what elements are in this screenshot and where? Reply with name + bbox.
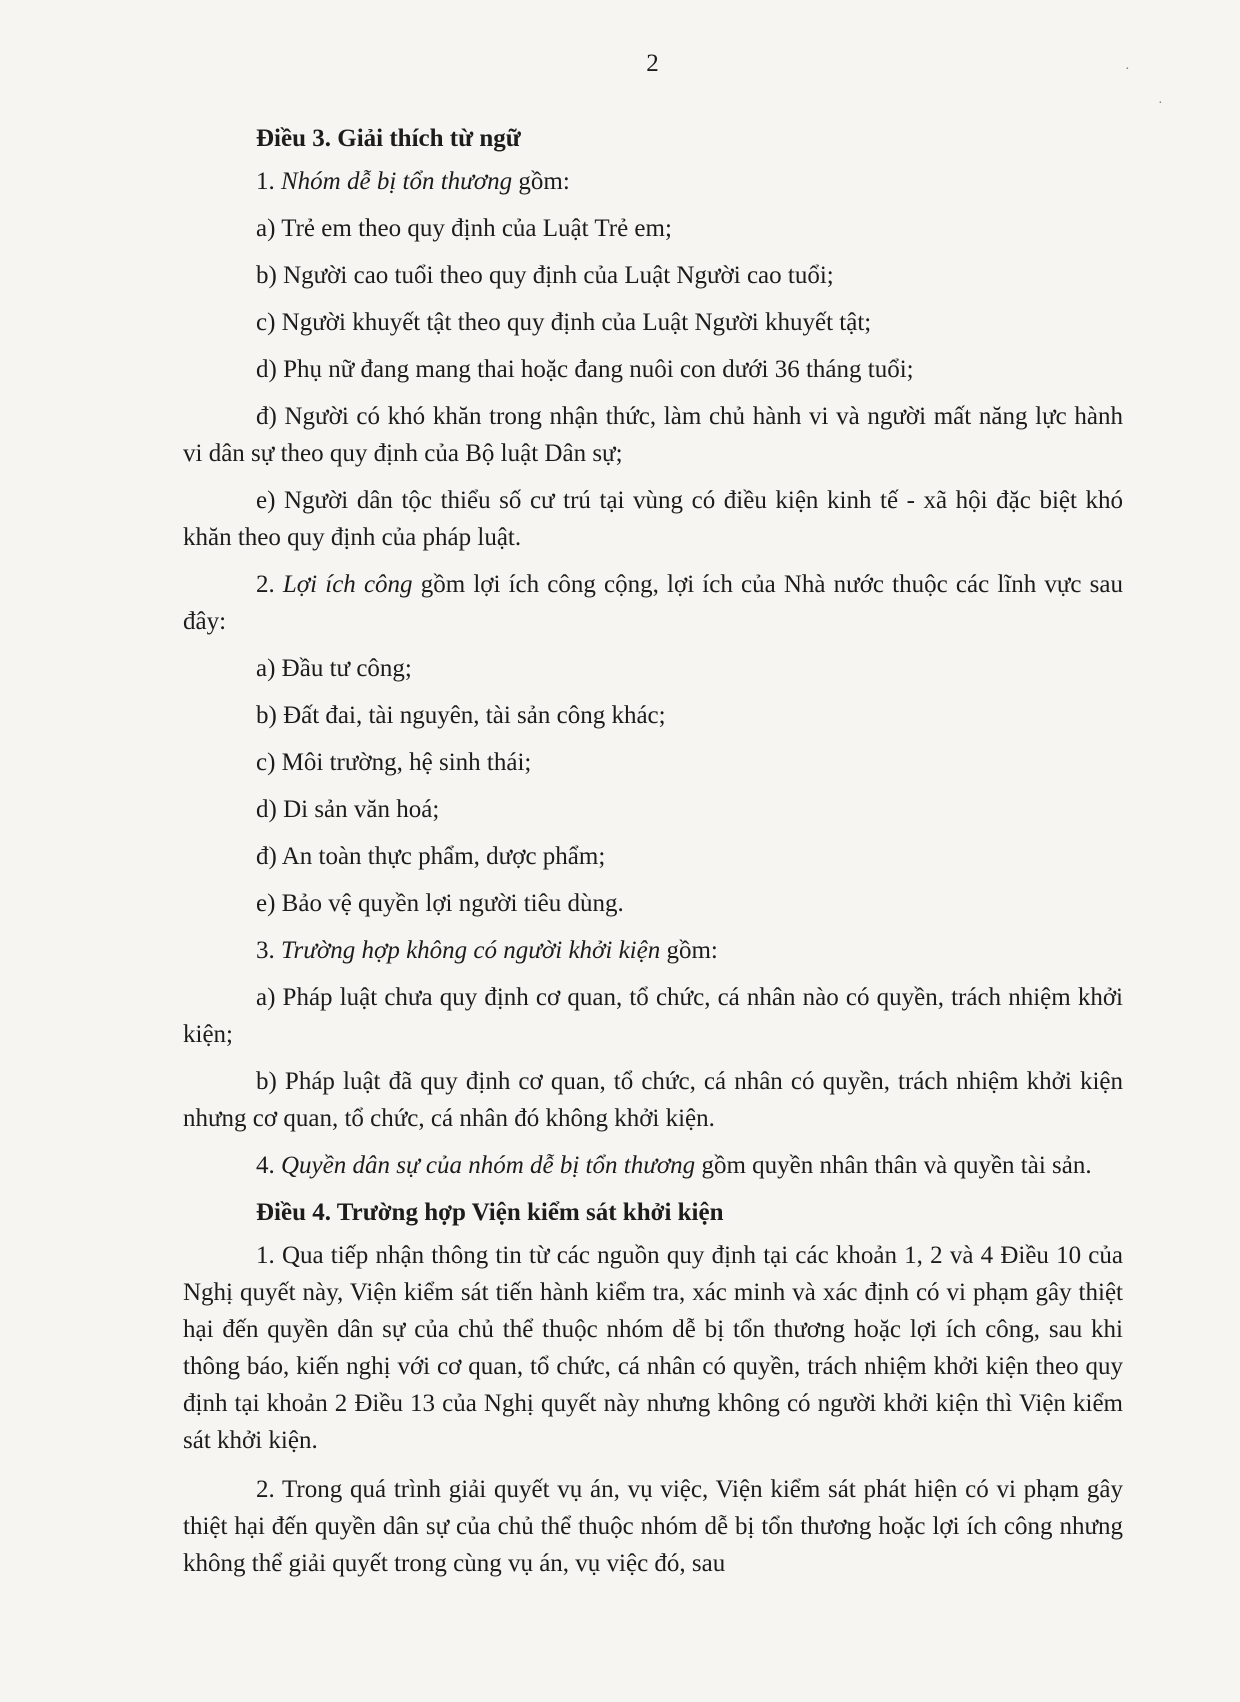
list-item: đ) Người có khó khăn trong nhận thức, làm chủ hành vi và người mất năng lực hành vi dân sự theo quy định của Bộ luật Dân sự; xyxy=(183,403,1123,467)
clause-text: gồm lợi ích công cộng, lợi ích của Nhà nước thuộc các lĩnh vực sau đây: xyxy=(183,571,1123,635)
scan-speck: · xyxy=(1125,62,1130,77)
list-item: a) Đầu tư công; xyxy=(256,655,412,682)
list-item: d) Phụ nữ đang mang thai hoặc đang nuôi con dưới 36 tháng tuổi; xyxy=(256,356,914,383)
defined-term: Lợi ích công xyxy=(282,571,413,598)
defined-term: Nhóm dễ bị tổn thương xyxy=(281,168,513,195)
list-item: đ) An toàn thực phẩm, dược phẩm; xyxy=(256,843,606,870)
clause-number: 3. xyxy=(256,937,281,964)
document-body xyxy=(183,120,1123,1582)
defined-term: Quyền dân sự của nhóm dễ bị tổn thương xyxy=(281,1152,696,1179)
article-4-paragraph: 2. Trong quá trình giải quyết vụ án, vụ việc, Viện kiểm sát phát hiện có vi phạm gây thiệt hại đến quyền dân sự của chủ thể thuộc nhóm dễ bị tổn thương hoặc lợi ích công nhưng không thể giải quyết trong cùng vụ án, vụ việc đó, sau xyxy=(183,1476,1123,1577)
article-3-clause-1 xyxy=(183,163,1123,200)
list-item: a) Pháp luật chưa quy định cơ quan, tổ chức, cá nhân nào có quyền, trách nhiệm khởi kiện; xyxy=(183,984,1123,1048)
article-3-clause-2 xyxy=(183,566,1123,640)
page-number: 2 xyxy=(646,50,659,77)
clause-text: gồm quyền nhân thân và quyền tài sản. xyxy=(695,1152,1092,1179)
article-4-paragraph: 1. Qua tiếp nhận thông tin từ các nguồn quy định tại các khoản 1, 2 và 4 Điều 10 của Nghị quyết này, Viện kiểm sát tiến hành kiểm tra, xác minh và xác định có vi phạm gây thiệt hại đến quyền dân sự của chủ thể thuộc nhóm dễ bị tổn thương hoặc lợi ích công, sau khi thông báo, kiến nghị với cơ quan, tổ chức, cá nhân có quyền, trách nhiệm khởi kiện theo quy định tại khoản 2 Điều 13 của Nghị quyết này nhưng không có người khởi kiện thì Viện kiểm sát khởi kiện. xyxy=(183,1242,1123,1454)
article-4-heading: Điều 4. Trường hợp Viện kiểm sát khởi kiện xyxy=(256,1199,724,1226)
scan-speck: · xyxy=(1158,96,1163,111)
list-item: b) Pháp luật đã quy định cơ quan, tổ chức, cá nhân có quyền, trách nhiệm khởi kiện nhưng cơ quan, tổ chức, cá nhân đó không khởi kiện. xyxy=(183,1068,1123,1132)
article-3-heading: Điều 3. Giải thích từ ngữ xyxy=(256,125,521,152)
list-item: b) Người cao tuổi theo quy định của Luật Người cao tuổi; xyxy=(256,262,834,289)
list-item: c) Môi trường, hệ sinh thái; xyxy=(256,749,532,776)
list-item: d) Di sản văn hoá; xyxy=(256,796,440,823)
article-3-clause-3 xyxy=(183,932,1123,969)
clause-number: 1. xyxy=(256,168,281,195)
clause-number: 4. xyxy=(256,1152,281,1179)
list-item: e) Người dân tộc thiểu số cư trú tại vùng có điều kiện kinh tế - xã hội đặc biệt khó khăn theo quy định của pháp luật. xyxy=(183,487,1123,551)
article-3-clause-4 xyxy=(183,1147,1123,1184)
clause-text: gồm: xyxy=(660,937,718,964)
clause-number: 2. xyxy=(256,571,283,598)
list-item: e) Bảo vệ quyền lợi người tiêu dùng. xyxy=(256,890,624,917)
defined-term: Trường hợp không có người khởi kiện xyxy=(281,937,661,964)
list-item: b) Đất đai, tài nguyên, tài sản công khác; xyxy=(256,702,666,729)
clause-text: gồm: xyxy=(512,168,570,195)
list-item: c) Người khuyết tật theo quy định của Luật Người khuyết tật; xyxy=(256,309,872,336)
list-item: a) Trẻ em theo quy định của Luật Trẻ em; xyxy=(256,215,672,242)
